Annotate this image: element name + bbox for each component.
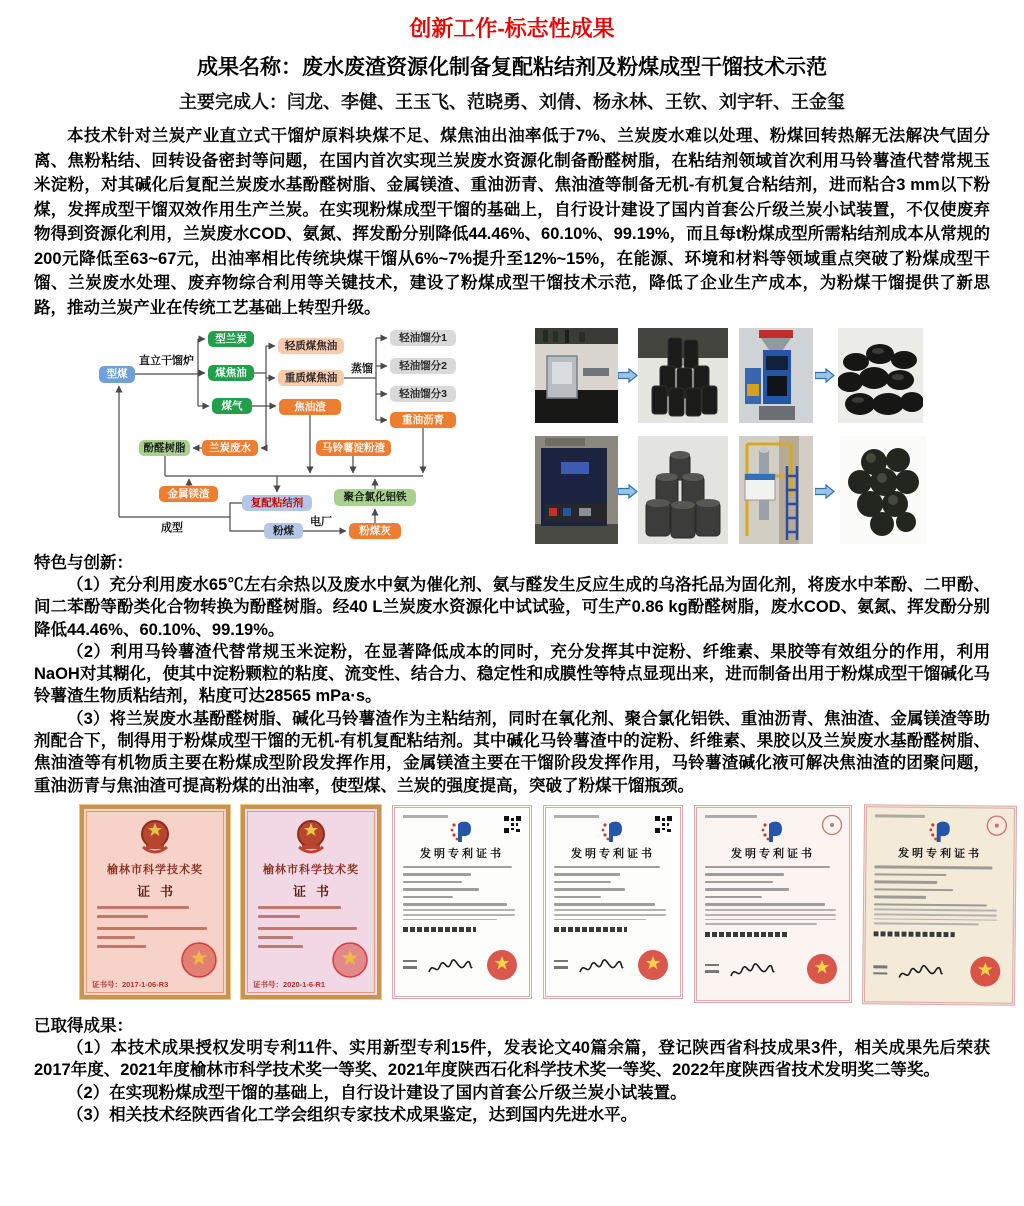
text-line-placeholder xyxy=(554,903,655,906)
results-heading: 已取得成果： xyxy=(34,1016,133,1035)
divider-band xyxy=(403,927,476,932)
qr-code-icon xyxy=(504,816,521,833)
text-line-placeholder xyxy=(403,888,479,891)
patent-number-line xyxy=(875,814,925,818)
cnipa-logo-icon xyxy=(927,820,953,842)
cnipa-logo-icon xyxy=(760,820,786,842)
text-line-placeholder xyxy=(705,866,830,869)
features-heading: 特色与创新： xyxy=(34,554,133,572)
signature-scribble xyxy=(578,958,624,980)
right-arrow-icon xyxy=(618,484,638,499)
text-line-placeholder xyxy=(97,906,189,909)
text-line-placeholder xyxy=(554,866,660,869)
feature-item-2: （2）利用马铃薯渣代替常规玉米淀粉，在显著降低成本的同时，充分发挥其中淀粉、纤维素、果胶等有效组分的作用，利用NaOH对其糊化，使其中淀粉颗粒的粘度、流变性、结合力、稳定性和成膜性等特点显现出来，进而制备出用于粉煤成型干馏碱化马铃薯渣生物质粘结剂，粘度可达28565 mPa·s。 xyxy=(34,642,990,706)
text-line-placeholder xyxy=(403,881,462,884)
text-line-placeholder xyxy=(97,945,146,948)
signature-scribble xyxy=(729,962,775,984)
features-section xyxy=(0,552,1024,797)
footer-label-lines xyxy=(873,961,887,974)
signature-scribble xyxy=(427,958,473,980)
certificate-number: 证书号：2020-1-6-R1 xyxy=(253,979,326,989)
text-line-placeholder xyxy=(705,873,784,876)
result-item-3: （3）相关技术经陕西省化工学会组织专家技术成果鉴定，达到国内先进水平。 xyxy=(67,1105,638,1124)
edge-label-power-plant: 电厂 xyxy=(310,516,332,528)
edge-label-distillation: 蒸馏 xyxy=(351,363,373,375)
flow-node-light-fraction-1: 轻油馏分1 xyxy=(390,330,456,346)
red-seal-icon xyxy=(968,954,1002,988)
text-line-placeholder xyxy=(554,919,646,921)
text-line-placeholder xyxy=(874,880,937,883)
flow-node-potato-starch-residue: 马铃薯淀粉渣 xyxy=(316,440,391,456)
award-subtitle: 证书 xyxy=(136,883,183,899)
certificate-number: 证书号：2017-1-06-R3 xyxy=(92,979,169,989)
flow-node-semicoke-wastewater: 兰炭废水 xyxy=(202,440,258,456)
text-line-placeholder xyxy=(403,873,471,876)
text-line-placeholder xyxy=(258,915,300,918)
result-item-1: （1）本技术成果授权发明专利11件、实用新型专利15件，发表论文40篇余篇，登记陕西省科技成果3件，相关成果先后荣获2017年度、2021年度榆林市科学技术奖一等奖、2021年度陕西石化科学技术奖一等奖、2022年度陕西省技术发明奖二等奖。 xyxy=(34,1038,990,1080)
text-line-placeholder xyxy=(97,927,207,930)
national-emblem-icon xyxy=(137,817,173,855)
edge-label-forming: 成型 xyxy=(161,522,183,534)
text-line-placeholder xyxy=(705,896,762,899)
text-line-placeholder xyxy=(403,919,497,921)
photo-muffle-furnace xyxy=(535,436,618,544)
footer-label-lines xyxy=(554,956,568,969)
patent-number-line xyxy=(705,815,757,818)
red-stamp-icon xyxy=(331,941,369,979)
text-line-placeholder xyxy=(554,881,611,884)
red-seal-icon xyxy=(805,952,839,986)
text-line-placeholder xyxy=(874,865,992,869)
text-line-placeholder xyxy=(258,927,357,930)
flow-node-compound-binder: 复配粘结剂 xyxy=(242,495,312,511)
text-line-placeholder xyxy=(97,915,148,918)
certificates-row xyxy=(0,805,1024,1005)
flow-node-tar-residue: 焦油渣 xyxy=(279,399,341,415)
text-line-placeholder xyxy=(705,919,836,921)
intro-paragraph: 本技术针对兰炭产业直立式干馏炉原料块煤不足、煤焦油出油率低于7%、兰炭废水难以处理、粉煤回转热解无法解决气固分离、焦粉粘结、回转设备密封等问题，在国内首次实现兰炭废水资源化制备酚醛树脂，在粘结剂领域首次利用马铃薯渣代替常规玉米淀粉，对其碱化后复配兰炭废水基酚醛树脂、金属镁渣、重油沥青、焦油渣等制备无机-有机复合粘结剂，进而粘合3 mm以下粉煤，发挥成型干馏双效作用生产兰炭。在实现粉煤成型干馏的基础上，自行设计建设了国内首套公斤级兰炭小试装置，不仅使废弃物得到资源化利用，兰炭废水COD、氨氮、挥发酚分别降低44.46%、60.10%、99.19%，而且每t粉煤成型所需粘结剂成本从常规的200元降低至63~67元，出油率相比传统块煤干馏从6%~7%提升至12%~15%，在能源、环境和材料等领域重点突破了粉煤成型干馏、兰炭废水处理、废弃物综合利用等关键技术，建设了粉煤成型干馏技术示范，降低了企业生产成本，为粉煤干馏提供了新思路，推动兰炭产业在传统工艺基础上转型升级。 xyxy=(34,127,990,317)
patent-number-line xyxy=(403,815,448,818)
award-subtitle: 证书 xyxy=(292,883,339,899)
award-title: 榆林市科学技术奖 xyxy=(107,863,203,876)
photo-round-briquette-cluster xyxy=(840,436,926,544)
text-line-placeholder xyxy=(705,914,836,916)
process-flowchart xyxy=(0,326,1024,548)
text-line-placeholder xyxy=(403,903,507,906)
photo-briquetting-machine xyxy=(739,328,813,423)
patent-title: 发明专利证书 xyxy=(731,847,815,860)
flow-node-magnesium-slag: 金属镁渣 xyxy=(159,486,218,502)
text-line-placeholder xyxy=(554,888,625,891)
text-line-placeholder xyxy=(258,936,293,939)
right-arrow-icon xyxy=(618,368,638,383)
text-line-placeholder xyxy=(705,881,773,884)
result-item-2: （2）在实现粉煤成型干馏的基础上，自行设计建设了国内首套公斤级兰炭小试装置。 xyxy=(67,1083,687,1102)
flow-node-heavy-oil-pitch: 重油沥青 xyxy=(390,412,456,428)
achievement-title: 成果名称：废水废渣资源化制备复配粘结剂及粉煤成型干馏技术示范 xyxy=(197,56,827,79)
photo-pilot-plant-rig xyxy=(739,436,813,544)
patent-title: 发明专利证书 xyxy=(420,847,504,860)
text-line-placeholder xyxy=(258,945,303,948)
patent-title: 发明专利证书 xyxy=(571,847,655,860)
signature-scribble xyxy=(897,964,943,986)
cnipa-logo-icon xyxy=(600,820,626,842)
patent-certificate-1 xyxy=(392,805,532,999)
text-line-placeholder xyxy=(705,909,836,911)
flow-node-briquette-coal: 型煤 xyxy=(99,366,135,383)
photo-stacked-carbonized-briquettes xyxy=(638,436,728,544)
text-line-placeholder xyxy=(874,903,987,907)
flow-node-pulverized-coal: 粉煤 xyxy=(264,523,303,539)
flow-node-light-fraction-3: 轻油馏分3 xyxy=(390,386,456,402)
text-line-placeholder xyxy=(874,913,997,916)
text-line-placeholder xyxy=(554,873,620,876)
text-line-placeholder xyxy=(705,923,817,925)
text-line-placeholder xyxy=(97,936,135,939)
text-line-placeholder xyxy=(874,873,946,876)
divider-band xyxy=(874,931,955,936)
red-stamp-icon xyxy=(180,941,218,979)
edge-label-vertical-retort: 直立干馏炉 xyxy=(139,355,194,367)
patent-certificate-3 xyxy=(694,805,852,1003)
right-arrow-icon xyxy=(815,484,835,499)
cnipa-logo-icon xyxy=(449,820,475,842)
round-stamp-icon xyxy=(986,814,1008,836)
text-line-placeholder xyxy=(258,906,341,909)
patent-title: 发明专利证书 xyxy=(897,847,983,861)
patent-certificate-2 xyxy=(543,805,683,999)
red-seal-icon xyxy=(485,948,519,982)
photo-cylindrical-briquettes xyxy=(638,328,728,423)
text-line-placeholder xyxy=(874,895,926,898)
text-line-placeholder xyxy=(403,896,453,899)
red-seal-icon xyxy=(636,948,670,982)
patent-number-line xyxy=(554,815,599,818)
flow-node-heavy-tar: 重质煤焦油 xyxy=(278,370,344,386)
flow-node-phenolic-resin: 酚醛树脂 xyxy=(139,440,190,456)
patent-certificate-4 xyxy=(862,804,1017,1006)
text-line-placeholder xyxy=(874,918,997,921)
text-line-placeholder xyxy=(403,866,512,869)
text-line-placeholder xyxy=(874,908,997,911)
feature-item-3: （3）将兰炭废水基酚醛树脂、碱化马铃薯渣作为主粘结剂，同时在氧化剂、聚合氯化铝铁、重油沥青、焦油渣、金属镁渣等助剂配合下，制得用于粉煤成型干馏的无机-有机复配粘结剂。其中碱化马铃薯渣中的淀粉、纤维素、果胶以及兰炭废水基酚醛树脂、焦油渣等有机物质主要在粉煤成型阶段发挥作用，金属镁渣主要在干馏阶段发挥作用，马铃薯渣碱化液可解决焦油渣的团聚问题，重油沥青与焦油渣可提高粉煤的出油率，使型煤、兰炭的强度提高，突破了粉煤干馏瓶颈。 xyxy=(34,709,990,795)
text-line-placeholder xyxy=(554,909,666,911)
text-line-placeholder xyxy=(403,914,515,916)
flow-node-light-fraction-2: 轻油馏分2 xyxy=(390,358,456,374)
text-line-placeholder xyxy=(705,903,825,906)
photo-lab-bench-equipment xyxy=(535,328,618,423)
text-line-placeholder xyxy=(705,888,789,891)
round-stamp-icon xyxy=(821,814,843,836)
flow-node-poly-aluminium-ferric-chloride: 聚合氯化铝铁 xyxy=(334,489,416,506)
award-certificate-2020 xyxy=(241,805,381,999)
feature-item-1: （1）充分利用废水65℃左右余热以及废水中氨为催化剂、氨与醛发生反应生成的乌洛托品为固化剂，将废水中苯酚、二甲酚、间二苯酚等酚类化合物转换为酚醛树脂。经40 L兰炭废水资源化中试试验，可生产0.86 kg酚醛树脂，废水COD、氨氮、挥发酚分别降低44.46%、60.10%、99.19%。 xyxy=(34,576,990,639)
qr-code-icon xyxy=(655,816,672,833)
divider-band xyxy=(705,932,789,937)
text-line-placeholder xyxy=(403,909,515,911)
authors-line: 主要完成人：闫龙、李健、王玉飞、范晓勇、刘倩、杨永林、王钦、刘宇轩、王金玺 xyxy=(179,92,845,112)
text-line-placeholder xyxy=(874,888,953,891)
award-certificate-2017 xyxy=(80,805,230,999)
flow-node-fly-ash: 粉煤灰 xyxy=(349,523,401,539)
footer-label-lines xyxy=(403,956,417,969)
flow-node-coal-gas: 煤气 xyxy=(212,398,252,414)
footer-label-lines xyxy=(705,960,719,973)
divider-band xyxy=(554,927,627,932)
right-arrow-icon xyxy=(815,368,835,383)
banner-title: 创新工作-标志性成果 xyxy=(409,16,615,41)
flow-node-formed-semicoke: 型兰炭 xyxy=(208,331,254,347)
national-emblem-icon xyxy=(293,817,329,855)
results-section xyxy=(0,1015,1024,1126)
text-line-placeholder xyxy=(874,923,979,926)
text-line-placeholder xyxy=(554,896,601,899)
flow-node-coal-tar: 煤焦油 xyxy=(208,365,254,381)
flow-node-light-tar: 轻质煤焦油 xyxy=(278,338,344,354)
text-line-placeholder xyxy=(554,914,666,916)
photo-briquette-pile xyxy=(838,328,923,423)
award-title: 榆林市科学技术奖 xyxy=(263,863,359,876)
